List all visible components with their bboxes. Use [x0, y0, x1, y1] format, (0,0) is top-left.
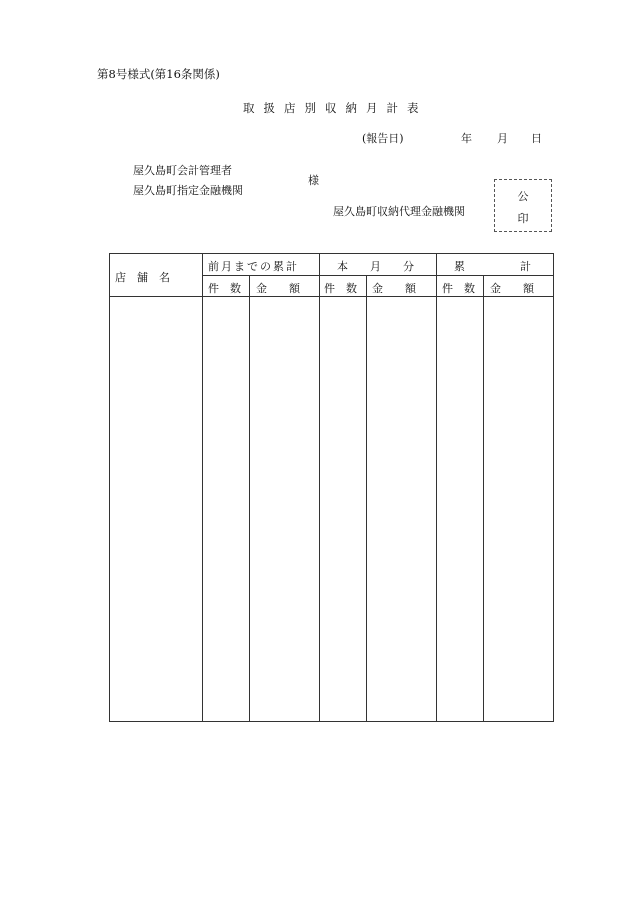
header-divider-line [202, 275, 553, 276]
document-title: 取扱店別収納月計表 [243, 101, 428, 115]
seal-char-1: 公 [517, 190, 529, 203]
table-border [109, 253, 554, 722]
official-seal-box [494, 179, 552, 232]
date-month-label: 月 [497, 132, 508, 145]
column-divider [436, 253, 437, 721]
amount-header: 金 額 [490, 282, 534, 295]
addressee-honorific: 様 [308, 174, 319, 187]
group-header-current: 本 月 分 [337, 260, 414, 273]
date-day-label: 日 [531, 132, 542, 145]
report-date-label: (報告日) [362, 132, 404, 145]
addressee-line-2: 屋久島町指定金融機関 [133, 184, 243, 197]
amount-header: 金 額 [372, 282, 416, 295]
group-header-previous: 前月までの累計 [208, 260, 299, 273]
column-divider [366, 275, 367, 721]
form-number: 第8号様式(第16条関係) [97, 67, 220, 81]
amount-header: 金 額 [256, 282, 300, 295]
addressee-line-1: 屋久島町会計管理者 [133, 164, 232, 177]
collection-ledger-table [109, 253, 553, 721]
column-divider [202, 253, 203, 721]
sender-name: 屋久島町収納代理金融機関 [333, 205, 465, 218]
date-year-label: 年 [461, 132, 472, 145]
count-header: 件 数 [208, 282, 241, 295]
count-header: 件 数 [324, 282, 357, 295]
column-divider [483, 275, 484, 721]
store-name-header: 店 舗 名 [115, 271, 170, 284]
seal-char-2: 印 [517, 212, 529, 225]
group-header-cumulative: 累 計 [454, 260, 531, 273]
header-bottom-line [109, 296, 553, 297]
column-divider [319, 253, 320, 721]
column-divider [249, 275, 250, 721]
count-header: 件 数 [442, 282, 475, 295]
